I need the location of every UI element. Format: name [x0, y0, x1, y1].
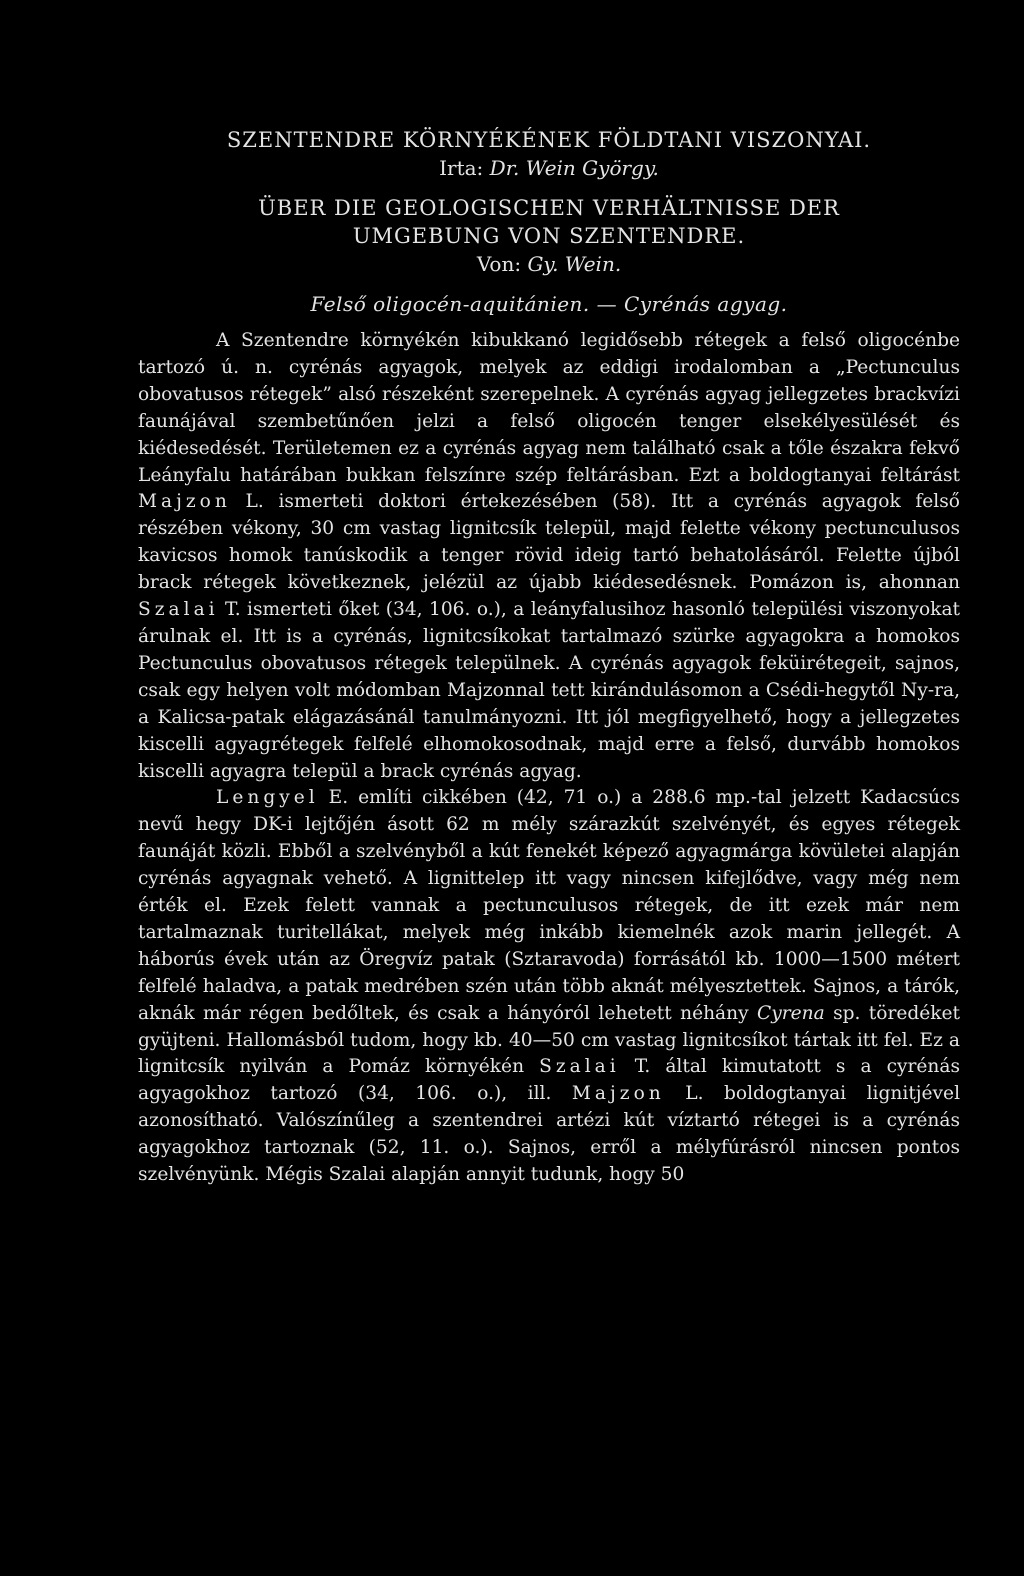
p1-author-majzon: Majzon	[138, 491, 231, 513]
section-heading: Felső oligocén-aquitánien. — Cyrénás agyag.	[310, 292, 788, 316]
p2-author-majzon: Majzon	[571, 1083, 665, 1105]
p2-text-1: E. említi cikkében (42, 71 o.) a 288.6 mp.-tal jelzett Kadacsúcs nevű hegy DK-i lejtőjén ásott 62 m mély szárazkút szelvényét, és egyes rétegek faunáját közli. Ebből a szelvényből a kút fenekét képező agyagmárga kövületei alapján cyrénás agyagnak vehető. A lignittelep itt vagy nincsen kifejlődve, vagy még nem érték el. Ezek felett vannak a pectunculusos rétegek, de itt ezek már nem tartalmaznak turitellákat, melyek még inkább kiemelnék azok marin jellegét. A háborús évek után az Öregvíz patak (Sztaravoda) forrásától kb. 1000—1500 métert felfelé haladva, a patak medrében szén után több aknát mélyesztettek. Sajnos, a tárók, aknák már régen bedőltek, és csak a hányóról lehetett néhány	[138, 787, 960, 1024]
author-prefix-german: Von:	[476, 252, 522, 276]
paragraph-1	[138, 328, 960, 785]
title-hungarian: SZENTENDRE KÖRNYÉKÉNEK FÖLDTANI VISZONYAI.	[226, 128, 872, 152]
paragraph-2	[138, 785, 960, 1189]
author-line-hungarian	[138, 154, 960, 182]
author-name: Dr. Wein György.	[489, 156, 659, 180]
p2-author-lengyel: Lengyel	[216, 787, 319, 809]
p1-author-szalai: Szalai	[138, 599, 219, 621]
p2-author-szalai: Szalai	[539, 1056, 620, 1078]
page-content	[138, 126, 960, 1189]
p2-genus-cyrena: Cyrena	[757, 1002, 825, 1024]
p2-text-3: T. által kimutatott s a cyrénás agyagokhoz tartozó (34, 106. o.), ill.	[138, 1056, 961, 1105]
author-prefix: Irta:	[439, 156, 484, 180]
author-name-german: Gy. Wein.	[527, 252, 622, 276]
p2-text-4: L. boldogtanyai lignitjével azonosítható. Valószínűleg a szentendrei artézi kút víztartó rétegei is a cyrénás agyagokhoz tartoznak (52, 11. o.). Sajnos, erről a mélyfúrásról nincsen pontos szelvényünk. Mégis Szalai alapján annyit tudunk, hogy 50	[138, 1083, 961, 1186]
title-german-line2: UMGEBUNG VON SZENTENDRE.	[352, 224, 746, 248]
author-line-german	[138, 250, 960, 278]
title-german-line1: ÜBER DIE GEOLOGISCHEN VERHÄLTNISSE DER	[258, 196, 840, 220]
p1-text-1: A Szentendre környékén kibukkanó legidősebb rétegek a felső oligocénbe tartozó ú. n. cyrénás agyagok, melyek az eddigi irodalomban a „Pectunculus obovatusos rétegek” alsó részeként szerepelnek. A cyrénás agyag jellegzetes brackvízi faunájával szembetűnően jelzi a felső oligocén tenger elsekélyesülését és kiédesedését. Területemen ez a cyrénás agyag nem található csak a tőle északra fekvő Leányfalu határában bukkan felszínre szép feltárásban. Ezt a boldogtanyai feltárást	[138, 330, 960, 486]
p1-text-2: L. ismerteti doktori értekezésében (58). Itt a cyrénás agyagok felső részében vékony, 30 cm vastag lignitcsík települ, majd felette vékony pectunculusos kavicsos homok tanúskodik a tenger rövid ideig tartó behatolásáról. Felette újból brack rétegek következnek, jelézül az újabb kiédesedésnek. Pomázon is, ahonnan	[138, 491, 960, 594]
p1-text-3: T. ismerteti őket (34, 106. o.), a leányfalusihoz hasonló települési viszonyokat árulnak el. Itt is a cyrénás, lignitcsíkokat tartalmazó szürke agyagokra a homokos Pectunculus obovatusos rétegek települnek. A cyrénás agyagok feküirétegeit, sajnos, csak egy helyen volt módomban Majzonnal tett kirándulásomon a Csédi-hegytől Ny-ra, a Kalicsa-patak elágazásánál tanulmányozni. Itt jól megfigyelhető, hogy a jellegzetes kiscelli agyagrétegek felfelé elhomokosodnak, majd erre a felső, durvább homokos kiscelli agyagra települ a brack cyrénás agyag.	[138, 599, 960, 782]
p2-text-2: sp. töredéket gyüjteni. Hallomásból tudom, hogy kb. 40—50 cm vastag lignitcsíkot tártak itt fel. Ez a lignitcsík nyilván a Pomáz környékén	[138, 1002, 961, 1078]
